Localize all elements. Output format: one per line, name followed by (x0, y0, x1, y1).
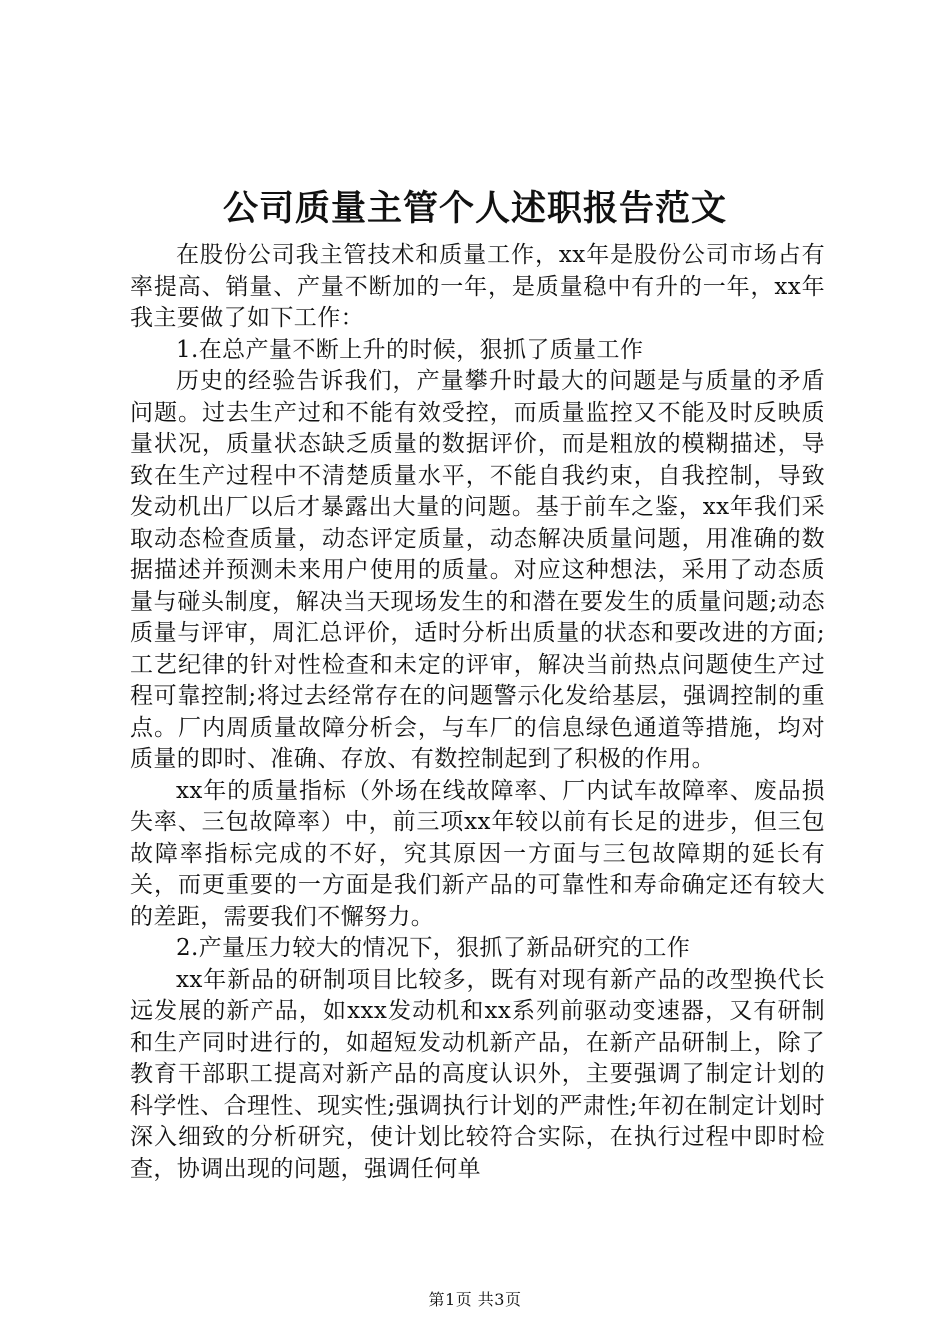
paragraph-quality-history: 历史的经验告诉我们，产量攀升时最大的问题是与质量的矛盾问题。过去生产过和不能有效受控，而质量监控又不能及时反映质量状况，质量状态缺乏质量的数据评价，而是粗放的模糊描述，导致在生产过程中不清楚质量水平，不能自我约束，自我控制，导致发动机出厂以后才暴露出大量的问题。基于前车之鉴，xx年我们采取动态检查质量，动态评定质量，动态解决质量问题，用准确的数据描述并预测未来用户使用的质量。对应这种想法，采用了动态质量与碰头制度，解决当天现场发生的和潜在要发生的质量问题;动态质量与评审，周汇总评价，适时分析出质量的状态和要改进的方面;工艺纪律的针对性检查和未定的评审，解决当前热点问题使生产过程可靠控制;将过去经常存在的问题警示化发给基层，强调控制的重点。厂内周质量故障分析会，与车厂的信息绿色通道等措施，均对质量的即时、准确、存放、有数控制起到了积极的作用。 (130, 368, 825, 772)
document-body (130, 240, 825, 1185)
section-heading-2: 2.产量压力较大的情况下，狠抓了新品研究的工作 (176, 935, 691, 961)
page-number-footer: 第1页 共3页 (428, 1290, 522, 1309)
paragraph-intro: 在股份公司我主管技术和质量工作，xx年是股份公司市场占有率提高、销量、产量不断加的一年，是质量稳中有升的一年，xx年我主要做了如下工作： (130, 242, 825, 331)
section-heading-1: 1.在总产量不断上升的时候，狠抓了质量工作 (176, 336, 644, 363)
paragraph-new-products: xx年新品的研制项目比较多，既有对现有新产品的改型换代长远发展的新产品，如xxx发动机和xx系列前驱动变速器，又有研制和生产同时进行的，如超短发动机新产品，在新产品研制上，除了教育干部职工提高对新产品的高度认识外，主要强调了制定计划的科学性、合理性、现实性;强调执行计划的严肃性;年初在制定计划时深入细致的分析研究，使计划比较符合实际，在执行过程中即时检查，协调出现的问题，强调任何单 (130, 966, 825, 1182)
document-title: 公司质量主管个人述职报告范文 (222, 188, 727, 229)
paragraph-quality-indicators: xx年的质量指标（外场在线故障率、厂内试车故障率、废品损失率、三包故障率）中，前三项xx年较以前有长足的进步，但三包故障率指标完成的不好，究其原因一方面与三包故障期的延长有关，而更重要的一方面是我们新产品的可靠性和寿命确定还有较大的差距，需要我们不懈努力。 (130, 777, 825, 930)
